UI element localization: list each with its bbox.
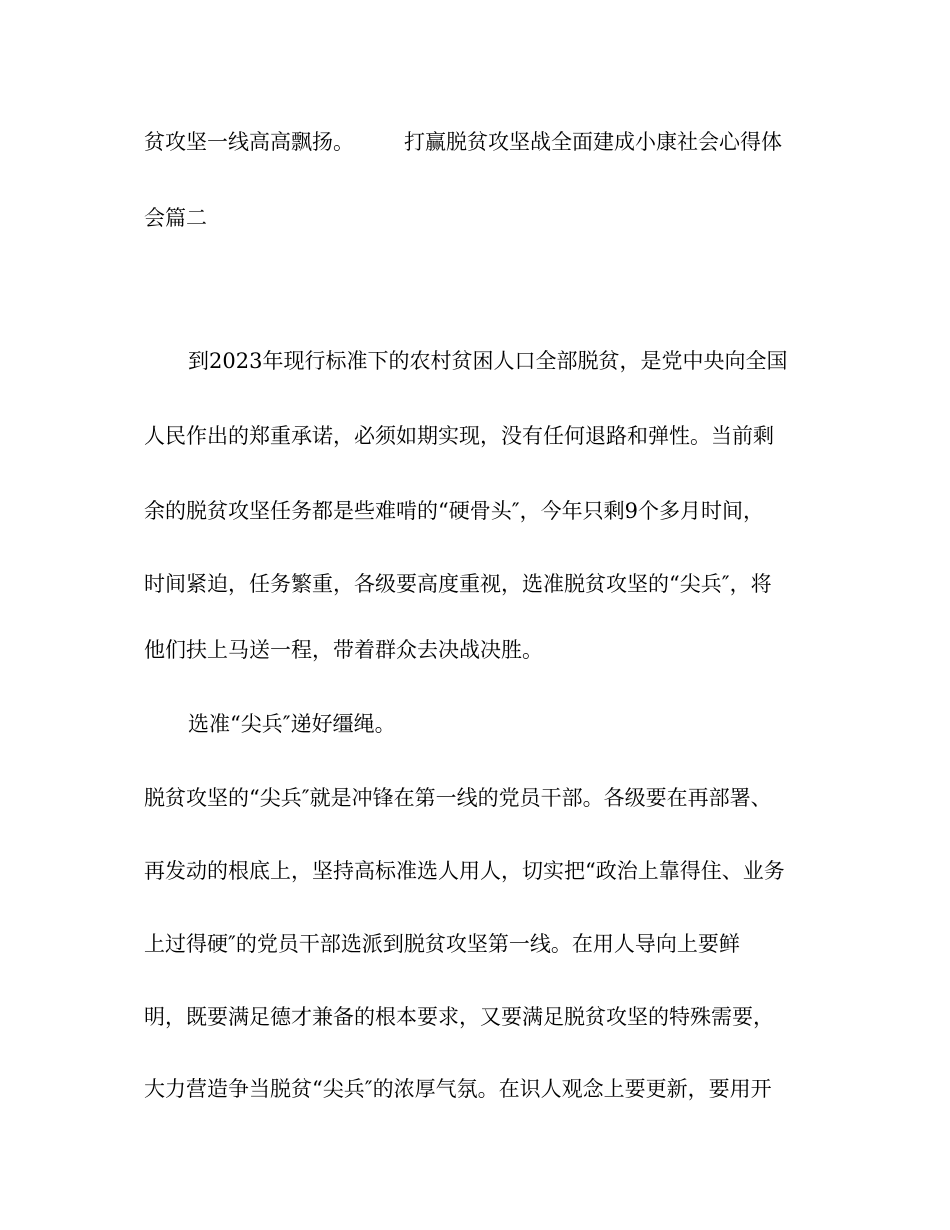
text-line-13 [0, 1074, 950, 1104]
text-line-12 [0, 1002, 950, 1032]
text-line-8 [0, 709, 950, 739]
text-line-3 [0, 346, 950, 376]
text-line-4 [0, 421, 950, 451]
line-5-text: 余的脱贫攻坚任务都是些难啃的“硬骨头″，今年只剩9个多月时间， [144, 499, 764, 523]
line-10-text: 再发动的根底上，坚持高标准选人用人，切实把“政治上靠得住、业务 [144, 859, 785, 883]
line-1-text-right: 打赢脱贫攻坚战全面建成小康社会心得体 [404, 130, 782, 154]
text-line-5 [0, 496, 950, 526]
line-7-text: 他们扶上马送一程，带着群众去决战决胜。 [144, 638, 543, 662]
text-line-9 [0, 783, 950, 813]
line-6-text: 时间紧迫，任务繁重，各级要高度重视，选准脱贫攻坚的“尖兵″，将 [144, 572, 772, 596]
line-2-text: 会篇二 [144, 206, 207, 230]
text-line-7 [0, 635, 950, 665]
line-1-text-left: 贫攻坚一线高高飘扬。 [144, 130, 354, 154]
text-line-2 [0, 203, 950, 233]
line-9-text: 脱贫攻坚的“尖兵″就是冲锋在第一线的党员干部。各级要在再部署、 [144, 786, 772, 810]
text-line-11 [0, 929, 950, 959]
line-13-text: 大力营造争当脱贫“尖兵″的浓厚气氛。在识人观念上要更新，要用开 [144, 1077, 772, 1101]
text-line-1 [0, 127, 950, 157]
line-8-text: 选准“尖兵″递好缰绳。 [188, 712, 396, 736]
text-line-6 [0, 569, 950, 599]
line-3-text: 到2023年现行标准下的农村贫困人口全部脱贫，是党中央向全国 [188, 349, 788, 373]
text-line-10 [0, 856, 950, 886]
line-12-text: 明，既要满足德才兼备的根本要求，又要满足脱贫攻坚的特殊需要， [144, 1005, 774, 1029]
line-4-text: 人民作出的郑重承诺，必须如期实现，没有任何退路和弹性。当前剩 [144, 424, 774, 448]
line-11-text: 上过得硬″的党员干部选派到脱贫攻坚第一线。在用人导向上要鲜 [144, 932, 740, 956]
